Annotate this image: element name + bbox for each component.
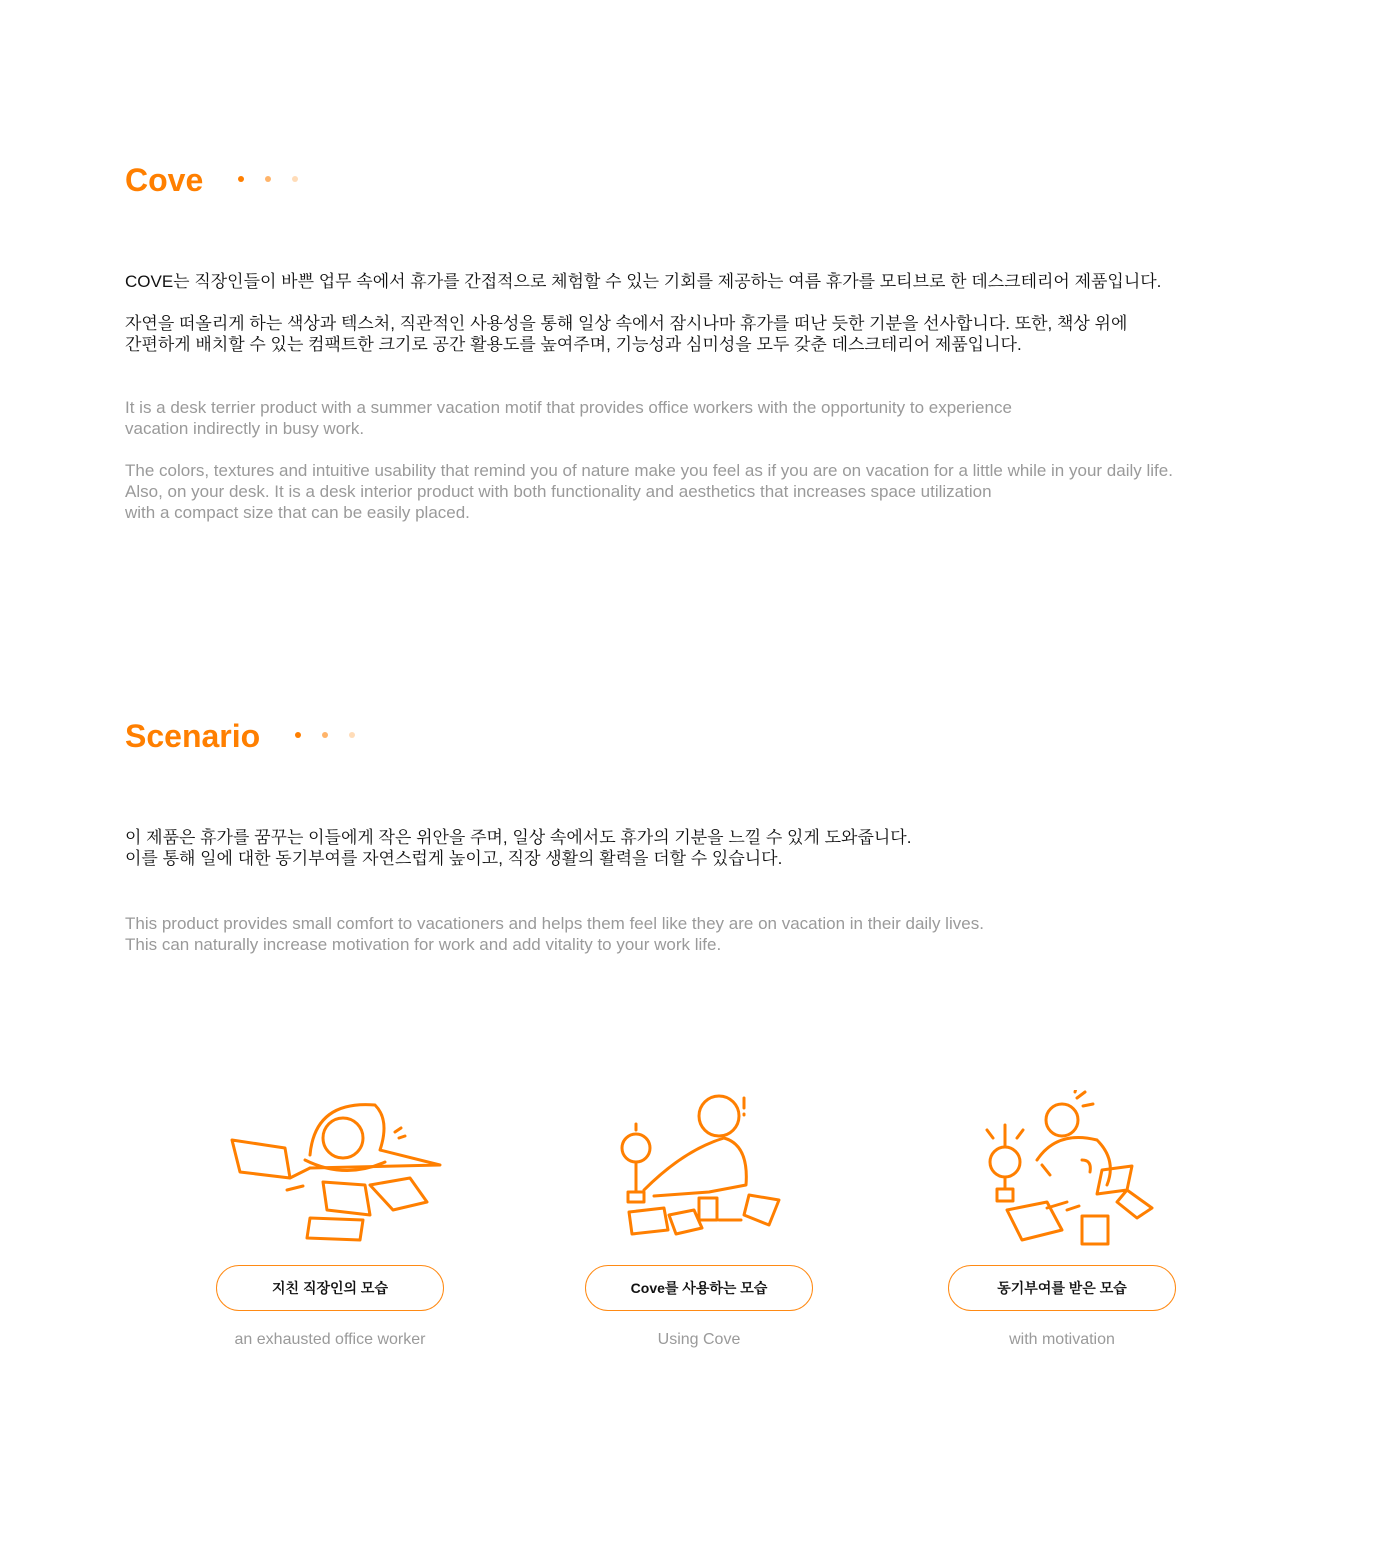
cove-english-paragraph-1: It is a desk terrier product with a summer vacation motif that provides office workers with the opportunity to experience vacation indirectly in busy work. <box>125 398 1012 438</box>
motivated-worker-illustration <box>947 1090 1177 1260</box>
section-title-scenario: Scenario <box>125 718 261 754</box>
scenario-card-motivated <box>947 1090 1177 1349</box>
using-cove-illustration <box>584 1090 814 1260</box>
scenario-card-using-cove <box>584 1090 814 1349</box>
scenario-caption: Using Cove <box>657 1331 741 1348</box>
dot-icon <box>322 732 328 738</box>
section-title-cove: Cove <box>125 162 204 198</box>
cove-korean-paragraph-2: 자연을 떠올리게 하는 색상과 텍스처, 직관적인 사용성을 통해 일상 속에서 잠시나마 휴가를 떠난 듯한 기분을 선사합니다. 또한, 책상 위에 간편하게 배치할 수 있는 컴팩트한 크기로 공간 활용도를 높여주며, 기능성과 심미성을 모두 갖춘 데스크테리어 제품입니다. <box>125 314 1128 354</box>
dot-icon <box>292 176 298 182</box>
dot-icon <box>265 176 271 182</box>
cove-korean-paragraph-1: COVE는 직장인들이 바쁜 업무 속에서 휴가를 간접적으로 체험할 수 있는 기회를 제공하는 여름 휴가를 모티브로 한 데스크테리어 제품입니다. <box>125 272 1162 291</box>
exhausted-worker-illustration <box>215 1090 445 1260</box>
cove-english-paragraph-2: The colors, textures and intuitive usability that remind you of nature make you feel as if you are on vacation for a little while in your daily life. Also, on your desk. It is a desk interior product with both functionality and aesthetics that increases space utilization with a compact size that can be easily placed. <box>125 461 1173 522</box>
dot-icon <box>349 732 355 738</box>
dot-icon <box>295 732 301 738</box>
scenario-label-button[interactable]: 지친 직장인의 모습 <box>216 1265 444 1311</box>
scenario-label-button[interactable]: Cove를 사용하는 모습 <box>585 1265 813 1311</box>
scenario-label-button[interactable]: 동기부여를 받은 모습 <box>948 1265 1176 1311</box>
scenario-card-exhausted <box>215 1090 445 1349</box>
dot-icon <box>238 176 244 182</box>
scenario-caption: with motivation <box>1009 1331 1115 1348</box>
scenario-english-paragraph: This product provides small comfort to vacationers and helps them feel like they are on vacation in their daily lives. This can naturally increase motivation for work and add vitality to your work life. <box>125 914 984 954</box>
scenario-korean-paragraph: 이 제품은 휴가를 꿈꾸는 이들에게 작은 위안을 주며, 일상 속에서도 휴가의 기분을 느낄 수 있게 도와줍니다. 이를 통해 일에 대한 동기부여를 자연스럽게 높이고, 직장 생활의 활력을 더할 수 있습니다. <box>125 828 912 868</box>
decorative-dots <box>238 176 298 182</box>
scenario-caption: an exhausted office worker <box>234 1331 426 1348</box>
decorative-dots <box>295 732 355 738</box>
